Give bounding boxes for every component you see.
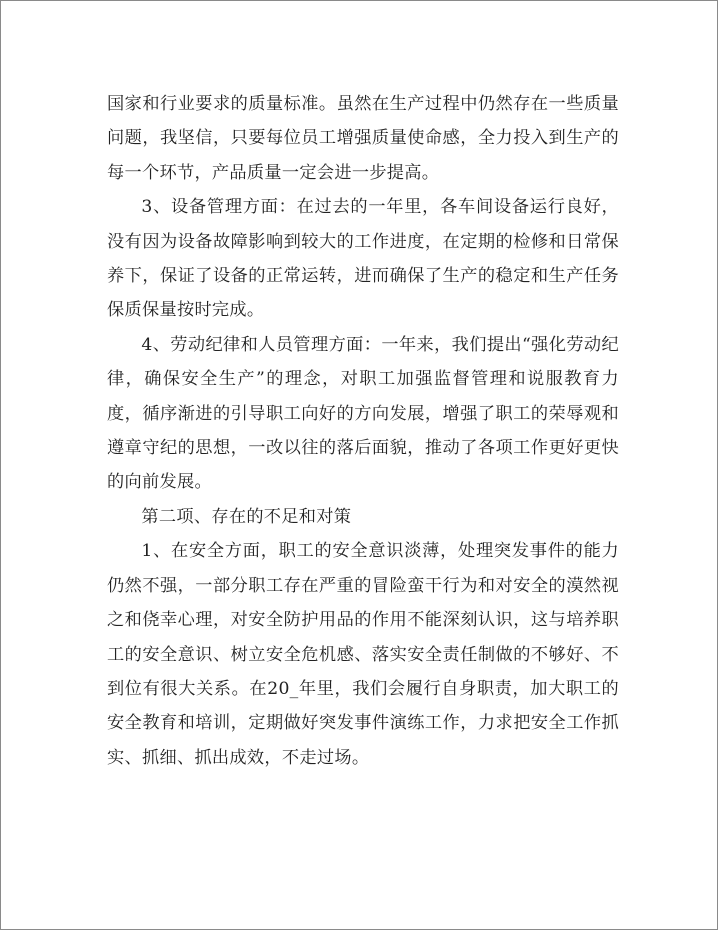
paragraph-labor-discipline: 4、劳动纪律和人员管理方面：一年来，我们提出“强化劳动纪律，确保安全生产”的理念，对职工加强监督管理和说服教育力度，循序渐进的引导职工向好的方向发展，增强了职工的荣辱观和遵章守纪的思想，一改以往的落后面貌，推动了各项工作更好更快的向前发展。 bbox=[107, 334, 619, 493]
document-body bbox=[107, 87, 619, 775]
section-two-heading: 第二项、存在的不足和对策 bbox=[141, 506, 352, 527]
paragraph-safety-shortcomings: 1、在安全方面，职工的安全意识淡薄，处理突发事件的能力仍然不强，一部分职工存在严重的冒险蛮干行为和对安全的漠然视之和侥幸心理，对安全防护用品的作用不能深刻认识，这与培养职工的安全意识、树立安全危机感、落实安全责任制做的不够好、不到位有很大关系。在20_年里，我们会履行自身职责，加大职工的安全教育和培训，定期做好突发事件演练工作，力求把安全工作抓实、抓细、抓出成效，不走过场。 bbox=[107, 541, 619, 768]
paragraph-equipment-management: 3、设备管理方面：在过去的一年里，各车间设备运行良好，没有因为设备故障影响到较大的工作进度，在定期的检修和日常保养下，保证了设备的正常运转，进而确保了生产的稳定和生产任务保质保量按时完成。 bbox=[107, 197, 619, 321]
paragraph-quality-continued: 国家和行业要求的质量标准。虽然在生产过程中仍然存在一些质量问题，我坚信，只要每位员工增强质量使命感，全力投入到生产的每一个环节，产品质量一定会进一步提高。 bbox=[107, 94, 619, 183]
